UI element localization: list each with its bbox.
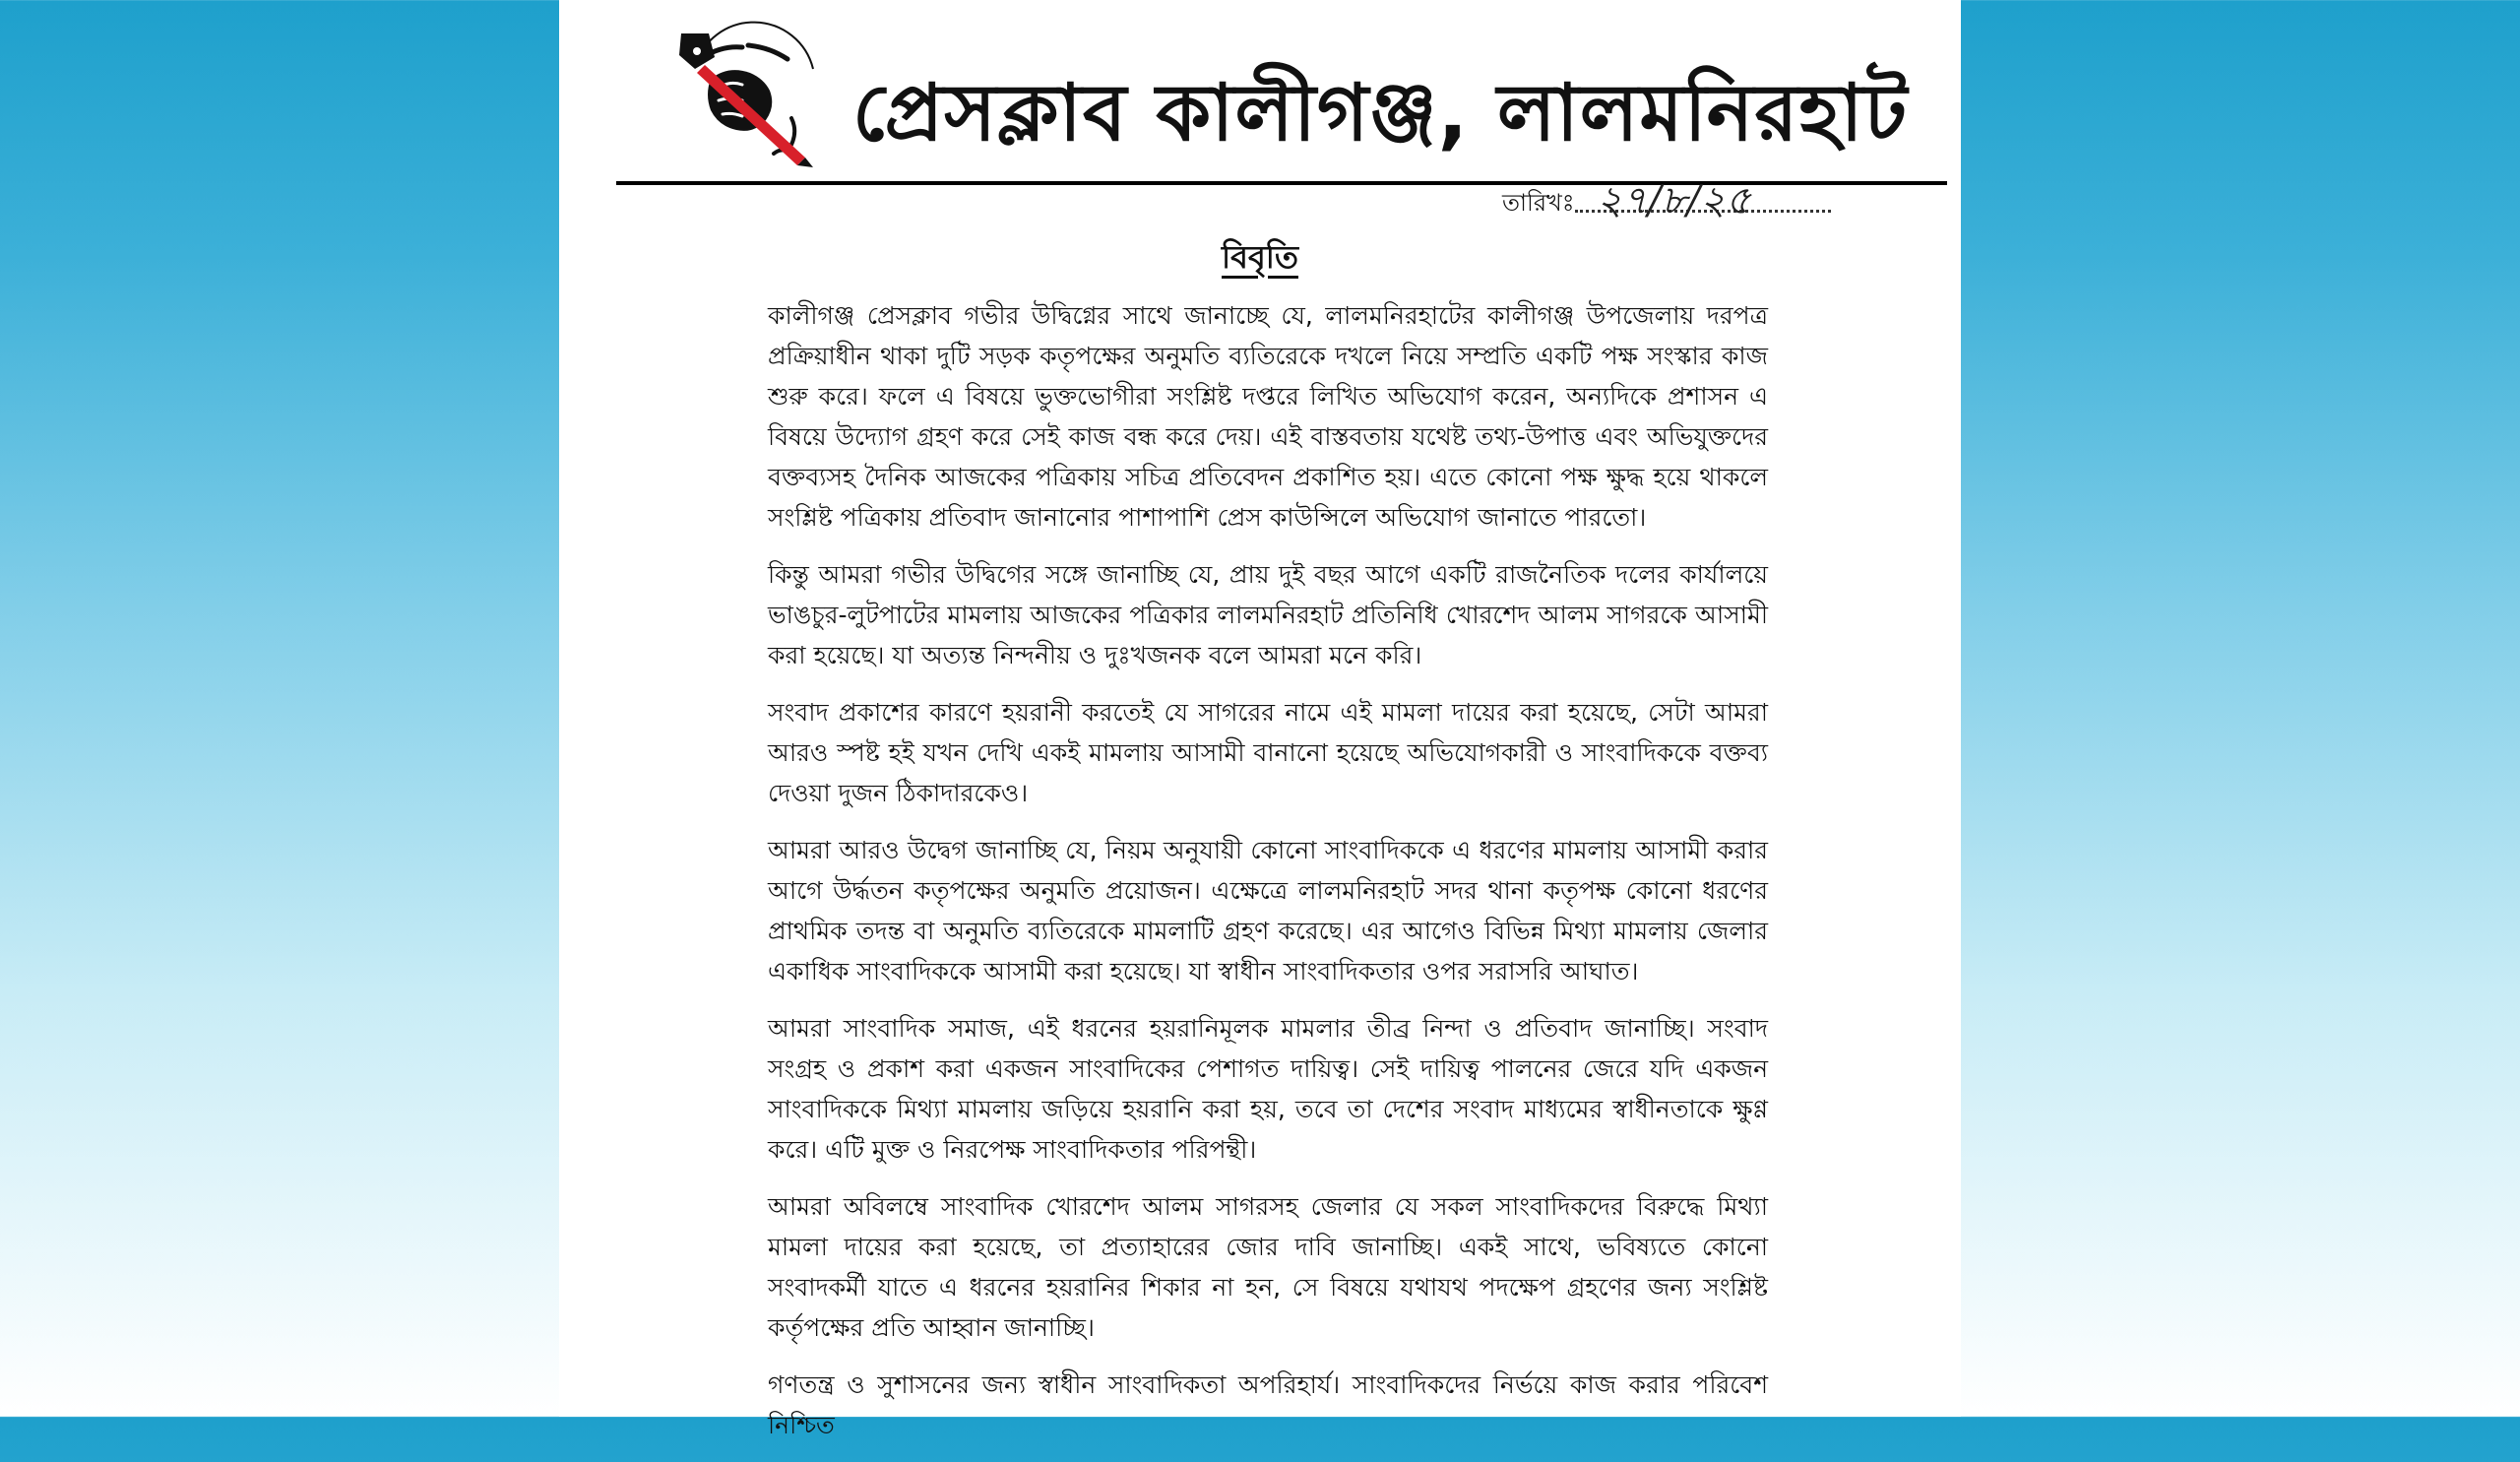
- document-heading-text: বিবৃতি: [1222, 238, 1298, 276]
- paragraph-3: সংবাদ প্রকাশের কারণে হয়রানী করতেই যে সাগরের নামে এই মামলা দায়ের করা হয়েছে, সেটা আমরা আরও স্পষ্ট হই যখন দেখি একই মামলায় আসামী বানানো হয়েছে অভিযোগকারী ও সাংবাদিককে বক্তব্য দেওয়া দুজন ঠিকাদারকেও।: [768, 698, 1768, 807]
- paragraph-7: গণতন্ত্র ও সুশাসনের জন্য স্বাধীন সাংবাদিকতা অপরিহার্য। সাংবাদিকদের নির্ভয়ে কাজ করার পরিবেশ নিশ্চিত: [768, 1370, 1768, 1439]
- masthead-title: প্রেসক্লাব কালীগঞ্জ, লালমনিরহাট: [852, 67, 1909, 159]
- press-club-logo-icon: [675, 28, 833, 170]
- press-club-logo: [675, 28, 833, 170]
- statement-body: [768, 295, 1768, 1462]
- document-heading: [559, 232, 1961, 286]
- paragraph-4: আমরা আরও উদ্বেগ জানাচ্ছি যে, নিয়ম অনুযায়ী কোনো সাংবাদিককে এ ধরণের মামলায় আসামী করার আগে উর্দ্ধতন কতৃপক্ষের অনুমতি প্রয়োজন। এক্ষেত্রে লালমনিরহাট সদর থানা কতৃপক্ষ কোনো ধরণের প্রাথমিক তদন্ত বা অনুমতি ব্যতিরেকে মামলাটি গ্রহণ করেছে। এর আগেও বিভিন্ন মিথ্যা মামলায় জেলার একাধিক সাংবাদিককে আসামী করা হয়েছে। যা স্বাধীন সাংবাদিকতার ওপর সরাসরি আঘাত।: [768, 836, 1768, 985]
- paragraph-2: কিন্তু আমরা গভীর উদ্বিগের সঙ্গে জানাচ্ছি যে, প্রায় দুই বছর আগে একটি রাজনৈতিক দলের কার্যালয়ে ভাঙচুর-লুটপাটের মামলায় আজকের পত্রিকার লালমনিরহাট প্রতিনিধি খোরশেদ আলম সাগরকে আসামী করা হয়েছে। যা অত্যন্ত নিন্দনীয় ও দুঃখজনক বলে আমরা মনে করি।: [768, 560, 1768, 669]
- date-label: তারিখঃ: [1502, 189, 1575, 217]
- document-page: [559, 0, 1961, 1439]
- paragraph-5: আমরা সাংবাদিক সমাজ, এই ধরনের হয়রানিমূলক মামলার তীব্র নিন্দা ও প্রতিবাদ জানাচ্ছি। সংবাদ সংগ্রহ ও প্রকাশ করা একজন সাংবাদিকের পেশাগত দায়িত্ব। সেই দায়িত্ব পালনের জেরে যদি একজন সাংবাদিককে মিথ্যা মামলায় জড়িয়ে হয়রানি করা হয়, তবে তা দেশের সংবাদ মাধ্যমের স্বাধীনতাকে ক্ষুণ্ণ করে। এটি মুক্ত ও নিরপেক্ষ সাংবাদিকতার পরিপন্থী।: [768, 1014, 1768, 1164]
- date-line: [1502, 177, 1876, 222]
- paragraph-1: কালীগঞ্জ প্রেসক্লাব গভীর উদ্বিগ্নের সাথে জানাচ্ছে যে, লালমনিরহাটের কালীগঞ্জ উপজেলায় দরপত্র প্রক্রিয়াধীন থাকা দুটি সড়ক কতৃপক্ষের অনুমতি ব্যতিরেকে দখলে নিয়ে সম্প্রতি একটি পক্ষ সংস্কার কাজ শুরু করে। ফলে এ বিষয়ে ভুক্তভোগীরা সংশ্লিষ্ট দপ্তরে লিখিত অভিযোগ করেন, অন্যদিকে প্রশাসন এ বিষয়ে উদ্যোগ গ্রহণ করে সেই কাজ বন্ধ করে দেয়। এই বাস্তবতায় যথেষ্ট তথ্য-উপাত্ত এবং অভিযুক্তদের বক্তব্যসহ দৈনিক আজকের পত্রিকায় সচিত্র প্রতিবেদন প্রকাশিত হয়। এতে কোনো পক্ষ ক্ষুদ্ধ হয়ে থাকলে সংশ্লিষ্ট পত্রিকায় প্রতিবাদ জানানোর পাশাপাশি প্রেস কাউন্সিলে অভিযোগ জানাতে পারতো।: [768, 301, 1768, 532]
- date-value: ২৭/৮/২৫: [1597, 178, 1751, 223]
- paragraph-6: আমরা অবিলম্বে সাংবাদিক খোরশেদ আলম সাগরসহ জেলার যে সকল সাংবাদিকদের বিরুদ্ধে মিথ্যা মামলা দায়ের করা হয়েছে, তা প্রত্যাহারের জোর দাবি জানাচ্ছি। একই সাথে, ভবিষ্যতে কোনো সংবাদকর্মী যাতে এ ধরনের হয়রানির শিকার না হন, সে বিষয়ে যথাযথ পদক্ষেপ গ্রহণের জন্য সংশ্লিষ্ট কর্তৃপক্ষের প্রতি আহ্বান জানাচ্ছি।: [768, 1192, 1768, 1342]
